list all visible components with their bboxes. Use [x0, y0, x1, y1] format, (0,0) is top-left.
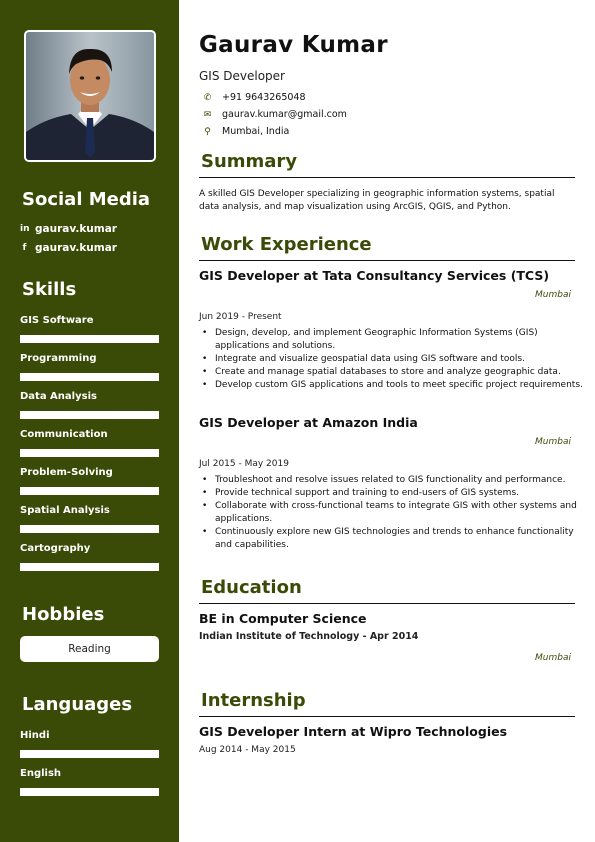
- summary-heading: Summary: [201, 151, 298, 172]
- language-label: Hindi: [20, 730, 50, 741]
- social-facebook[interactable]: [20, 242, 117, 254]
- skill-label: Data Analysis: [20, 391, 97, 402]
- education-heading: Education: [201, 577, 302, 598]
- list-item: • Collaborate with cross-functional teams to integrate GIS with other systems and applications.: [215, 500, 591, 526]
- job-title-1: GIS Developer at Tata Consultancy Services (TCS): [199, 268, 550, 283]
- job-dates-1: Jun 2019 - Present: [199, 312, 282, 322]
- contact-phone: [203, 92, 306, 103]
- language-bar: [20, 750, 159, 758]
- job-location-1: Mumbai: [535, 290, 571, 300]
- job-bullets-1: [199, 327, 591, 392]
- education-location: Mumbai: [535, 653, 571, 663]
- skill-bar: [20, 373, 159, 381]
- location-text: Mumbai, India: [222, 126, 290, 137]
- skill-bar: [20, 563, 159, 571]
- list-item: • Continuously explore new GIS technologies and trends to enhance functionality and capabilities.: [215, 526, 591, 552]
- social-facebook-label: gaurav.kumar: [35, 242, 117, 254]
- skill-bar: [20, 525, 159, 533]
- list-item: • Troubleshoot and resolve issues related to GIS functionality and performance.: [215, 474, 591, 487]
- location-pin-icon: ⚲: [204, 126, 211, 137]
- facebook-icon: f: [22, 243, 27, 253]
- contact-location: [203, 126, 289, 137]
- skill-label: GIS Software: [20, 315, 94, 326]
- skill-label: Spatial Analysis: [20, 505, 110, 516]
- skill-bar: [20, 411, 159, 419]
- skill-label: Communication: [20, 429, 108, 440]
- skill-label: Programming: [20, 353, 97, 364]
- social-linkedin-label: gaurav.kumar: [35, 223, 117, 235]
- work-experience-heading: Work Experience: [201, 234, 372, 255]
- skill-bar: [20, 335, 159, 343]
- summary-text: A skilled GIS Developer specializing in geographic information systems, spatial data analysis, and map visualization using ArcGIS, QGIS, and Python.: [199, 189, 555, 212]
- linkedin-icon: in: [20, 224, 30, 234]
- phone-icon: ✆: [203, 92, 212, 103]
- divider: [199, 716, 575, 717]
- skills-heading: Skills: [22, 279, 77, 300]
- skill-bar: [20, 487, 159, 495]
- job-title-2: GIS Developer at Amazon India: [199, 415, 418, 430]
- contact-email[interactable]: [203, 109, 347, 120]
- language-label: English: [20, 768, 62, 779]
- divider: [199, 177, 575, 178]
- internship-heading: Internship: [201, 690, 306, 711]
- hobbies-heading: Hobbies: [22, 604, 105, 625]
- list-item: • Create and manage spatial databases to store and analyze geographic data.: [215, 366, 591, 379]
- divider: [199, 603, 575, 604]
- divider: [199, 260, 575, 261]
- profile-photo: [24, 30, 156, 162]
- job-bullets-2: [199, 474, 591, 552]
- languages-heading: Languages: [22, 694, 133, 715]
- candidate-name: Gaurav Kumar: [199, 32, 388, 58]
- job-dates-2: Jul 2015 - May 2019: [199, 459, 289, 469]
- social-linkedin[interactable]: [20, 223, 117, 235]
- job-title: GIS Developer: [199, 69, 285, 83]
- list-item: • Integrate and visualize geospatial data using GIS software and tools.: [215, 353, 591, 366]
- skill-label: Problem-Solving: [20, 467, 113, 478]
- email-text: gaurav.kumar@gmail.com: [222, 109, 347, 120]
- list-item: • Provide technical support and training to end-users of GIS systems.: [215, 487, 591, 500]
- sidebar: [0, 0, 179, 842]
- skill-label: Cartography: [20, 543, 91, 554]
- list-item: • Develop custom GIS applications and tools to meet specific project requirements.: [215, 379, 591, 392]
- list-item: • Design, develop, and implement Geographic Information Systems (GIS) applications and solutions.: [215, 327, 591, 353]
- social-media-heading: Social Media: [22, 189, 151, 210]
- hobby-chip: Reading: [20, 636, 159, 662]
- language-bar: [20, 788, 159, 796]
- skill-bar: [20, 449, 159, 457]
- degree: BE in Computer Science: [199, 611, 367, 626]
- phone-text: +91 9643265048: [222, 92, 306, 103]
- internship-dates: Aug 2014 - May 2015: [199, 745, 296, 755]
- job-location-2: Mumbai: [535, 437, 571, 447]
- email-icon: ✉: [203, 109, 212, 120]
- internship-title: GIS Developer Intern at Wipro Technologies: [199, 724, 508, 739]
- school: Indian Institute of Technology - Apr 2014: [199, 631, 419, 642]
